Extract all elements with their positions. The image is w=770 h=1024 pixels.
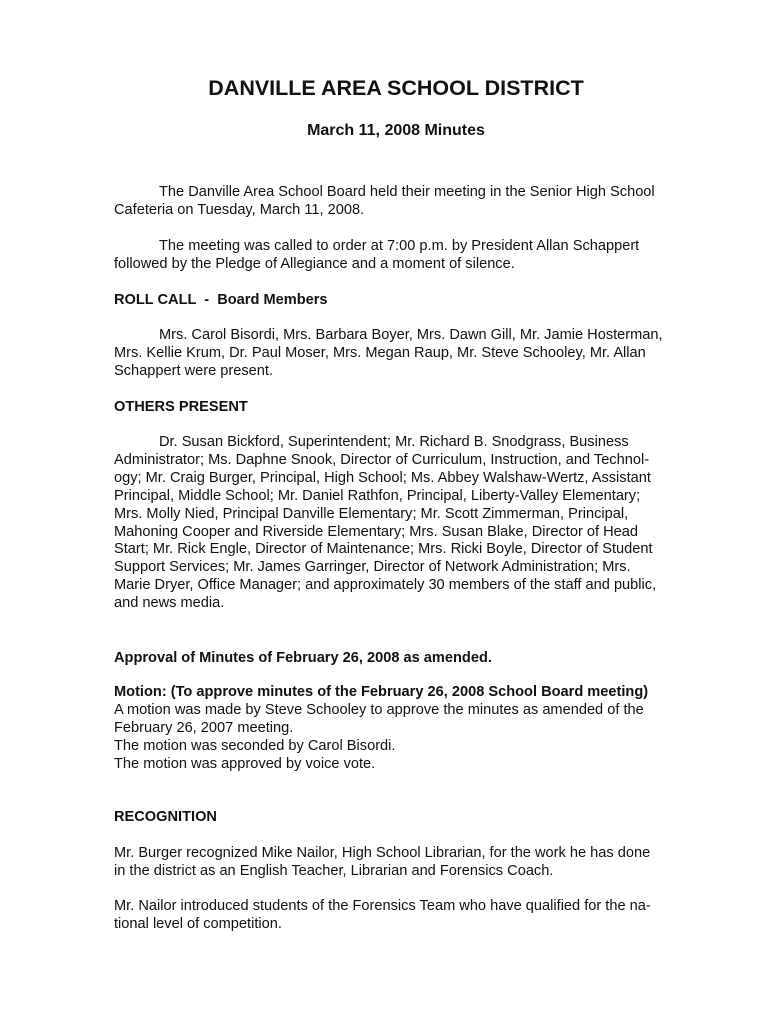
others-present-heading: OTHERS PRESENT xyxy=(114,399,248,415)
others-line: Start; Mr. Rick Engle, Director of Maintenance; Mrs. Ricki Boyle, Director of Student xyxy=(114,541,653,558)
others-line: Administrator; Ms. Daphne Snook, Director of Curriculum, Instruction, and Technol- xyxy=(114,451,650,468)
recognition-paragraph xyxy=(114,845,682,881)
intro-line: The Danville Area School Board held their meeting in the Senior High School xyxy=(159,184,655,200)
roll-call-heading: ROLL CALL - Board Members xyxy=(114,292,328,308)
motion-paragraph xyxy=(114,702,682,774)
nailor-line: Mr. Nailor introduced students of the Forensics Team who have qualified for the na- xyxy=(114,898,651,914)
recognition-line: in the district as an English Teacher, Librarian and Forensics Coach. xyxy=(114,862,554,879)
call-to-order-line: The meeting was called to order at 7:00 p.m. by President Allan Schappert xyxy=(159,238,640,254)
others-present-paragraph xyxy=(114,434,682,613)
roll-call-line: Mrs. Kellie Krum, Dr. Paul Moser, Mrs. Megan Raup, Mr. Steve Schooley, Mr. Allan xyxy=(114,344,646,361)
nailor-line: tional level of competition. xyxy=(114,915,282,932)
others-line: Support Services; Mr. James Garringer, Director of Network Administration; Mrs. xyxy=(114,559,631,576)
roll-call-paragraph xyxy=(114,327,682,381)
motion-heading: Motion: (To approve minutes of the February 26, 2008 School Board meeting) xyxy=(114,684,649,700)
others-line: Mrs. Molly Nied, Principal Danville Elementary; Mr. Scott Zimmerman, Principal, xyxy=(114,505,629,522)
others-line: Principal, Middle School; Mr. Daniel Rathfon, Principal, Liberty-Valley Elementary; xyxy=(114,487,641,504)
recognition-heading: RECOGNITION xyxy=(114,809,217,825)
motion-line: February 26, 2007 meeting. xyxy=(114,719,294,736)
motion-line: A motion was made by Steve Schooley to approve the minutes as amended of the xyxy=(114,702,644,718)
roll-call-line: Mrs. Carol Bisordi, Mrs. Barbara Boyer, Mrs. Dawn Gill, Mr. Jamie Hosterman, xyxy=(159,327,663,343)
others-line: Marie Dryer, Office Manager; and approximately 30 members of the staff and public, xyxy=(114,577,657,594)
document-title: DANVILLE AREA SCHOOL DISTRICT xyxy=(208,76,584,100)
others-line: Mahoning Cooper and Riverside Elementary; Mrs. Susan Blake, Director of Head xyxy=(114,523,638,540)
approval-heading: Approval of Minutes of February 26, 2008 as amended. xyxy=(114,650,492,666)
others-line: and news media. xyxy=(114,595,225,612)
recognition-line: Mr. Burger recognized Mike Nailor, High School Librarian, for the work he has done xyxy=(114,845,651,861)
others-line: Dr. Susan Bickford, Superintendent; Mr. Richard B. Snodgrass, Business xyxy=(159,434,629,450)
document-subtitle: March 11, 2008 Minutes xyxy=(307,122,485,139)
call-to-order-paragraph xyxy=(114,238,682,274)
roll-call-line: Schappert were present. xyxy=(114,362,273,379)
intro-line: Cafeteria on Tuesday, March 11, 2008. xyxy=(114,201,365,218)
intro-paragraph xyxy=(114,184,682,220)
nailor-paragraph xyxy=(114,898,682,934)
call-to-order-line: followed by the Pledge of Allegiance and a moment of silence. xyxy=(114,255,515,272)
motion-line: The motion was seconded by Carol Bisordi. xyxy=(114,737,396,754)
others-line: ogy; Mr. Craig Burger, Principal, High School; Ms. Abbey Walshaw-Wertz, Assistant xyxy=(114,469,651,486)
motion-line: The motion was approved by voice vote. xyxy=(114,755,376,772)
